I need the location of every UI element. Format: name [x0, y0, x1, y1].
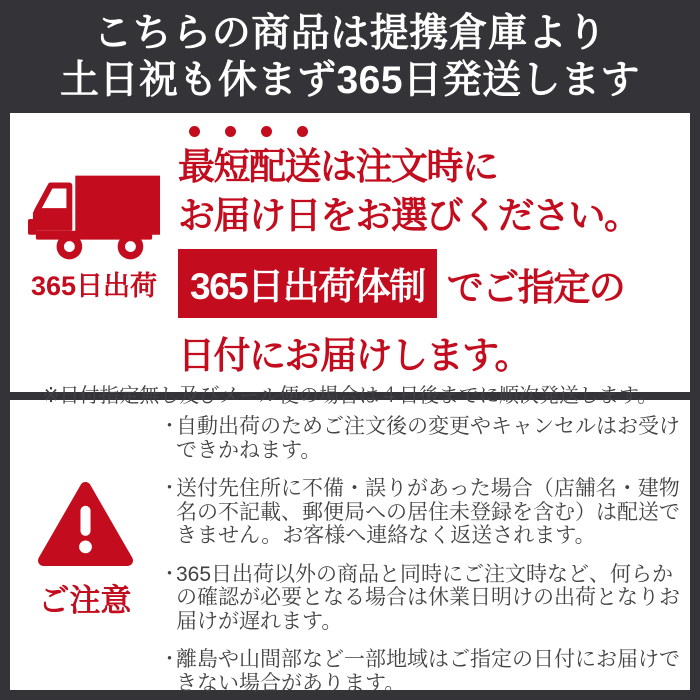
caution-text: 自動出荷のためご注文後の変更やキャンセルはお受けできかねます。	[176, 415, 680, 462]
banner-line-1: こちらの商品は提携倉庫より	[93, 11, 607, 55]
caution-label: ご注意	[38, 583, 132, 618]
bullet-marker: ・	[160, 478, 180, 499]
caution-panel	[10, 400, 690, 695]
shipping-info-panel	[10, 113, 690, 407]
emphasis-dot-icon	[189, 126, 200, 137]
truck-column	[10, 113, 178, 379]
banner-line-2: 土日祝も休まず365日発送します	[59, 58, 641, 102]
caution-list	[160, 400, 690, 695]
bullet-marker: ・	[160, 563, 180, 585]
caution-column	[10, 400, 160, 690]
emphasis-dot-icon	[261, 126, 272, 137]
heading-line-2: お届け日をお選びください。	[178, 195, 640, 236]
emphasis-dots	[189, 126, 690, 137]
heading-line-3	[178, 249, 690, 318]
list-item	[160, 648, 682, 695]
caution-text: 365日出荷以外の商品と同時にご注文時など、何らかの確認が必要となる場合は休業日明けの出荷となりお届けが遅れます。	[176, 562, 680, 633]
shipping-banner	[0, 0, 700, 113]
caution-text: 送付先住所に不備・誤りがあった場合（店舗名・建物名の不記載、郵便局への居住未登録を含む）は配送できません。お客様へ連絡なく返送されます。	[176, 477, 680, 547]
shipping-note: ※日付指定無し及びメール便の場合は４日後までに順次発送します。	[42, 385, 658, 407]
list-item	[160, 563, 682, 634]
highlight-badge: 365日出荷体制	[178, 249, 437, 318]
highlight-suffix: でご指定の	[446, 266, 625, 308]
shipping-text-block	[178, 113, 690, 379]
list-item	[160, 415, 682, 462]
emphasis-dot-icon	[297, 126, 308, 137]
heading-line-1: 最短配送は注文時に	[178, 146, 498, 187]
heading-line-4: 日付にお届けします。	[178, 335, 531, 376]
list-item	[160, 477, 682, 548]
bullet-marker: ・	[160, 416, 180, 437]
emphasis-dot-icon	[225, 126, 236, 137]
shipping-info-main	[10, 113, 690, 379]
delivery-truck-icon	[28, 175, 161, 261]
caution-text: 離島や山間部など一部地域はご指定の日付にお届けできない場合があります。	[176, 648, 680, 695]
truck-label: 365日出荷	[30, 271, 158, 301]
warning-triangle-icon	[38, 480, 133, 568]
bullet-marker: ・	[160, 649, 180, 670]
